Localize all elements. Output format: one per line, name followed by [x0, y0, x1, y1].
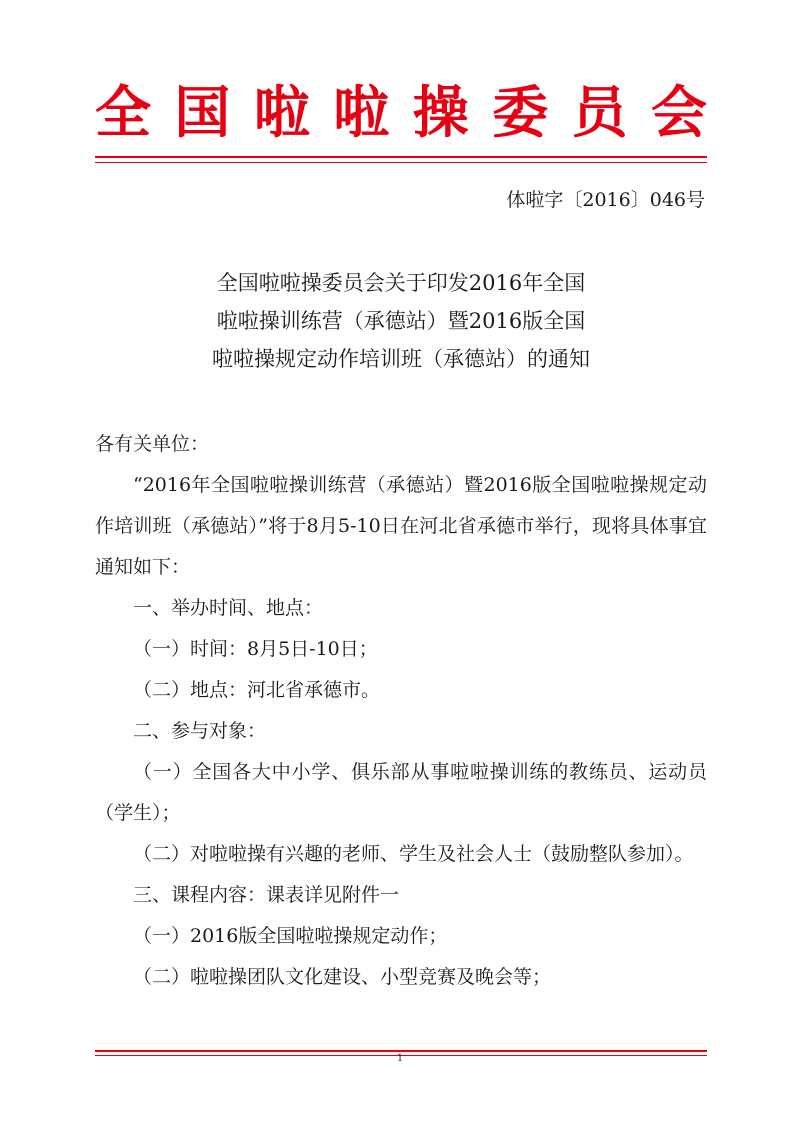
letterhead-char: 员: [571, 80, 628, 146]
letterhead-char: 啦: [253, 80, 310, 146]
list-item: （一）时间：8月5日-10日；: [133, 638, 378, 660]
document-body: [95, 424, 707, 998]
letterhead-divider-thick: [95, 156, 707, 158]
title-line: 啦啦操规定动作培训班（承德站）的通知: [212, 347, 590, 371]
letterhead-divider-thin: [95, 162, 707, 163]
title-line: 全国啦啦操委员会关于印发2016年全国: [216, 271, 586, 295]
letterhead-char: 操: [412, 80, 469, 146]
letterhead-char: 全: [95, 80, 151, 146]
intro-paragraph: “2016年全国啦啦操训练营（承德站）暨2016版全国啦啦操规定动作培训班（承德站）”将于8月5-10日在河北省承德市举行，现将具体事宜通知如下：: [95, 474, 707, 578]
list-item: （一）全国各大中小学、俱乐部从事啦啦操训练的教练员、运动员（学生）；: [95, 761, 707, 824]
list-item: （二）对啦啦操有兴趣的老师、学生及社会人士（鼓励整队参加）。: [133, 843, 694, 865]
title-line: 啦啦操训练营（承德站）暨2016版全国: [216, 309, 586, 333]
letterhead-char: 委: [492, 80, 549, 146]
letterhead-char: 啦: [333, 80, 390, 146]
salutation: 各有关单位：: [95, 433, 210, 455]
page-number: 1: [396, 1053, 404, 1064]
letterhead-title: [95, 78, 707, 148]
list-item: （一）2016版全国啦啦操规定动作；: [133, 925, 448, 947]
document-number: 体啦字〔2016〕046号: [506, 189, 705, 211]
list-item: （二）啦啦操团队文化建设、小型竞赛及晚会等；: [133, 966, 552, 988]
document-title: [95, 264, 707, 378]
list-item: （二）地点：河北省承德市。: [133, 679, 381, 701]
letterhead-char: 国: [174, 80, 231, 146]
section-heading: 三、课程内容：课表详见附件一: [133, 884, 400, 906]
letterhead-char: 会: [650, 80, 707, 146]
section-heading: 一、举办时间、地点：: [133, 597, 324, 619]
section-heading: 二、参与对象：: [133, 720, 267, 742]
